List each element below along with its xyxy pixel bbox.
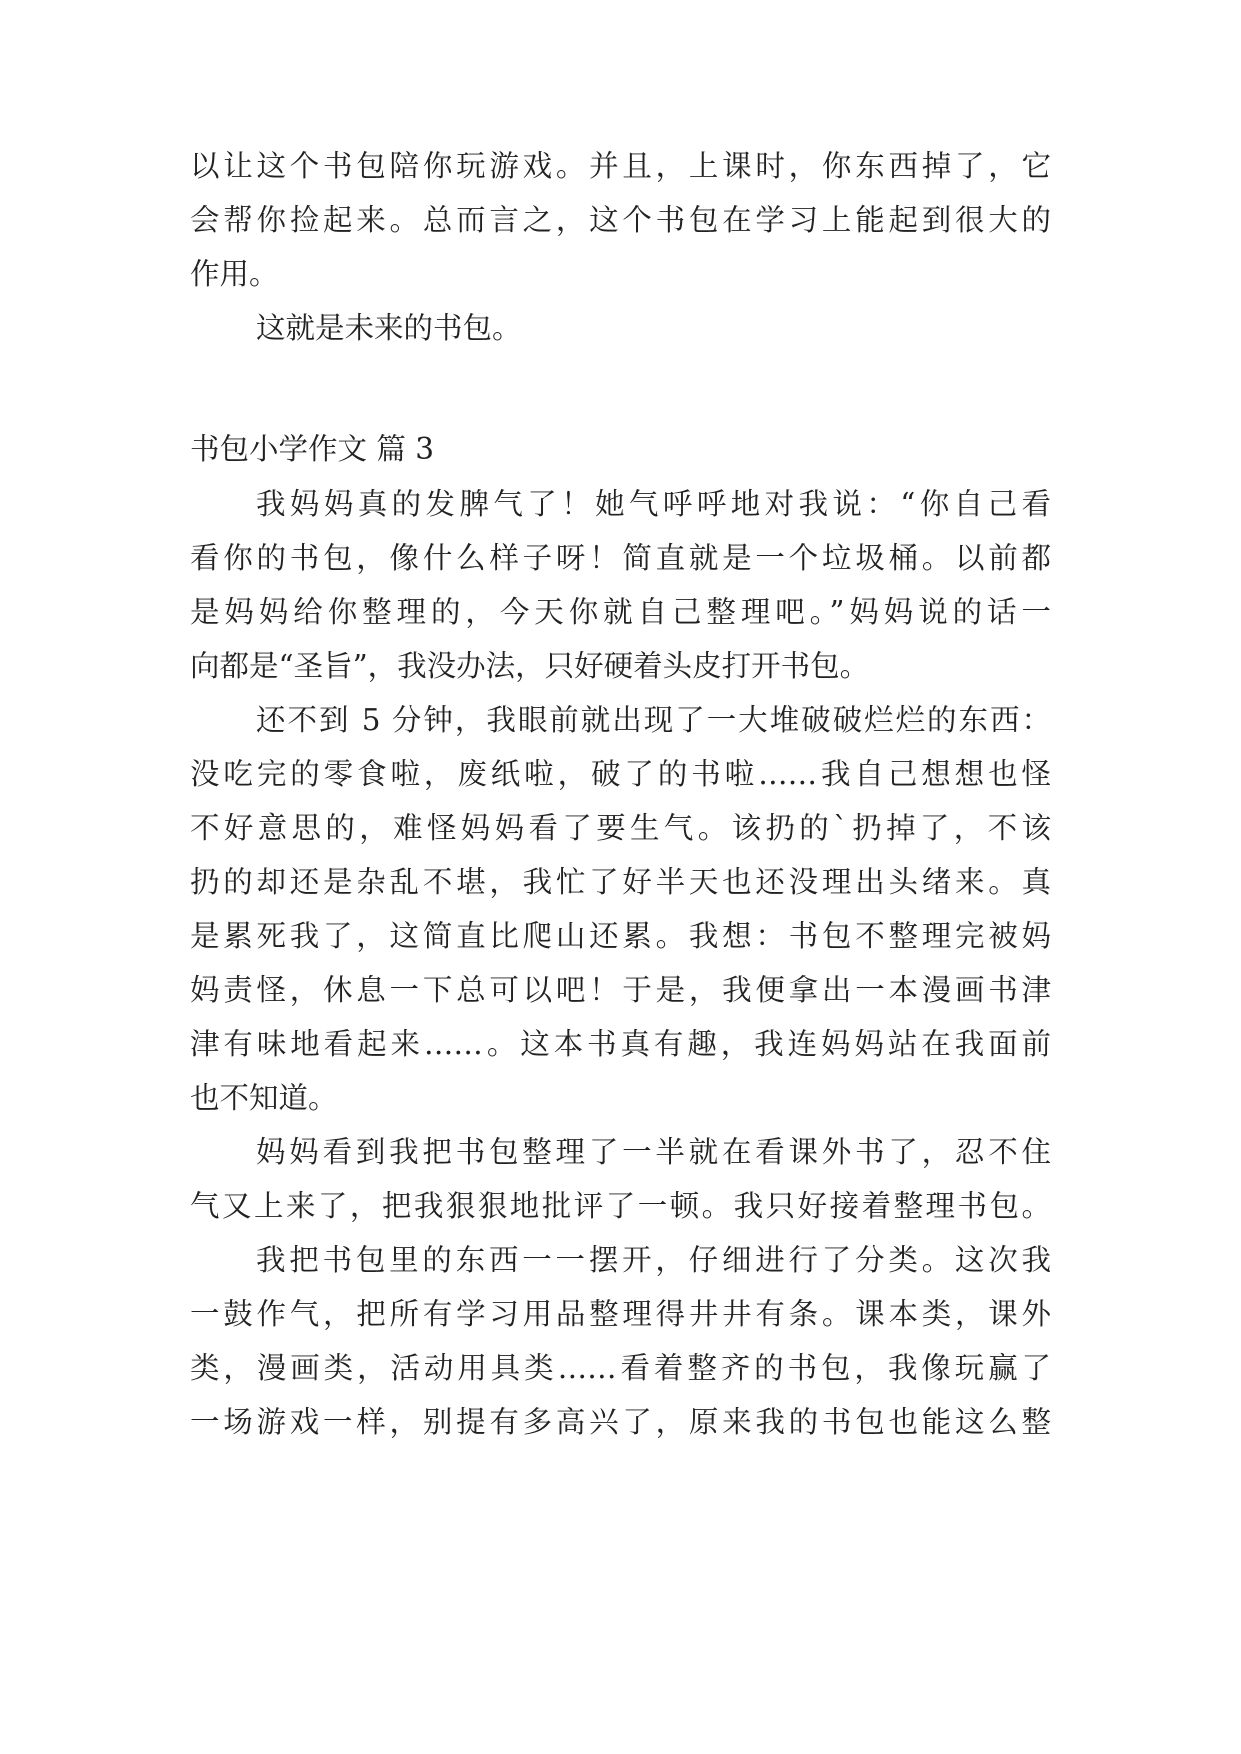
text-line: 一鼓作气，把所有学习用品整理得井井有条。课本类，课外 bbox=[190, 1297, 1051, 1331]
text-line: 一场游戏一样，别提有多高兴了，原来我的书包也能这么整 bbox=[190, 1405, 1051, 1439]
text-line: 也不知道。 bbox=[190, 1081, 338, 1115]
text-line: 不好意思的，难怪妈妈看了要生气。该扔的`扔掉了，不该 bbox=[190, 811, 1051, 845]
text-line: 作用。 bbox=[190, 257, 279, 291]
text-line: 是妈妈给你整理的，今天你就自己整理吧。”妈妈说的话一 bbox=[190, 595, 1051, 629]
text-line: 我把书包里的东西一一摆开，仔细进行了分类。这次我 bbox=[256, 1243, 1051, 1277]
text-line: 妈妈看到我把书包整理了一半就在看课外书了，忍不住 bbox=[256, 1135, 1051, 1169]
text-line: 我妈妈真的发脾气了！她气呼呼地对我说：“你自己看 bbox=[256, 487, 1051, 521]
text-line: 以让这个书包陪你玩游戏。并且，上课时，你东西掉了，它 bbox=[190, 149, 1051, 183]
text-line: 向都是“圣旨”，我没办法，只好硬着头皮打开书包。 bbox=[190, 649, 870, 683]
section-title: 书包小学作文 篇 3 bbox=[190, 432, 435, 466]
text-line: 是累死我了，这简直比爬山还累。我想：书包不整理完被妈 bbox=[190, 919, 1051, 953]
text-line: 类，漫画类，活动用具类……看着整齐的书包，我像玩赢了 bbox=[190, 1351, 1051, 1385]
text-line: 会帮你捡起来。总而言之，这个书包在学习上能起到很大的 bbox=[190, 203, 1051, 237]
text-line: 还不到 5 分钟，我眼前就出现了一大堆破破烂烂的东西： bbox=[256, 703, 1051, 737]
text-line: 看你的书包，像什么样子呀！简直就是一个垃圾桶。以前都 bbox=[190, 541, 1051, 575]
text-line: 气又上来了，把我狠狠地批评了一顿。我只好接着整理书包。 bbox=[190, 1189, 1051, 1223]
text-line: 这就是未来的书包。 bbox=[256, 311, 522, 345]
text-line: 津有味地看起来……。这本书真有趣，我连妈妈站在我面前 bbox=[190, 1027, 1051, 1061]
text-line: 扔的却还是杂乱不堪，我忙了好半天也还没理出头绪来。真 bbox=[190, 865, 1051, 899]
text-line: 妈责怪，休息一下总可以吧！于是，我便拿出一本漫画书津 bbox=[190, 973, 1051, 1007]
text-line: 没吃完的零食啦，废纸啦，破了的书啦……我自己想想也怪 bbox=[190, 757, 1051, 791]
